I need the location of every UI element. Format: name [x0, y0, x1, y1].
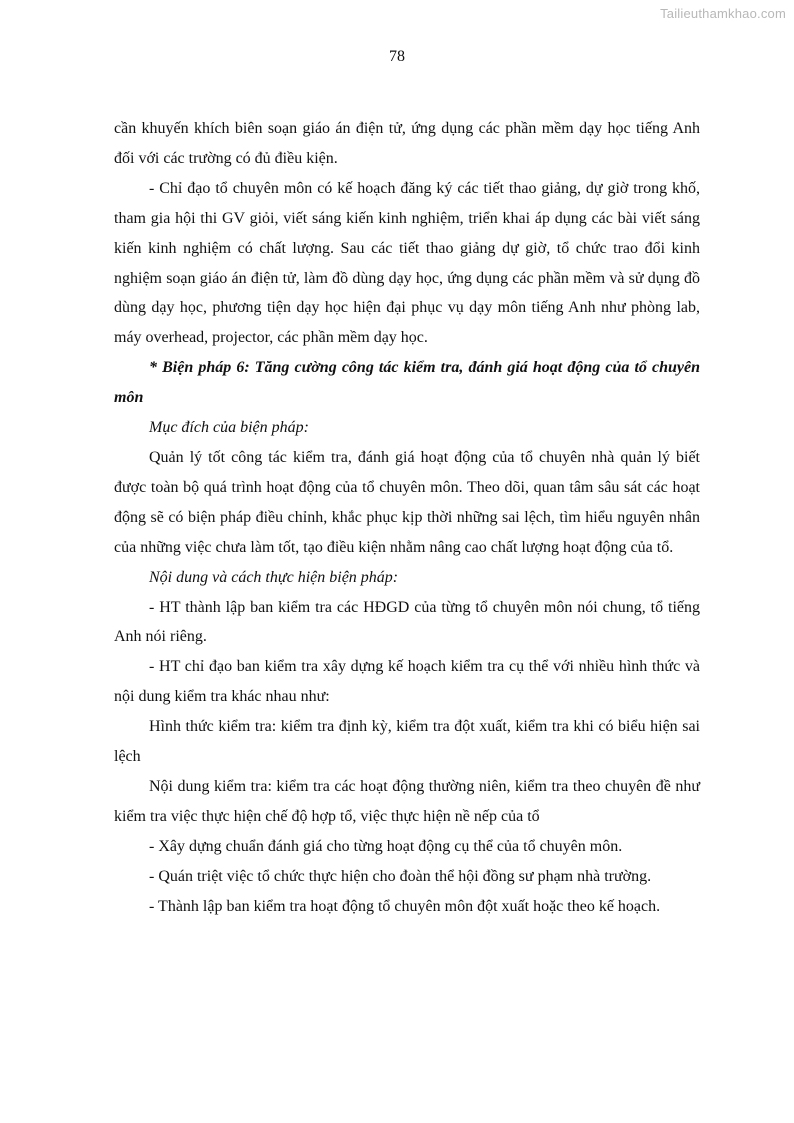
paragraph-bullet-xay-dung: - Xây dựng chuẩn đánh giá cho từng hoạt động cụ thể của tổ chuyên môn. — [149, 837, 623, 855]
watermark-text: Tailieuthamkhao.com — [660, 6, 786, 21]
paragraph-continuation: cần khuyến khích biên soạn giáo án điện tử, ứng dụng các phần mềm dạy học tiếng Anh đối với các trường có đủ điều kiện. — [114, 120, 700, 167]
paragraph-hinh-thuc: Hình thức kiểm tra: kiểm tra định kỳ, kiểm tra đột xuất, kiểm tra khi có biểu hiện sai lệch — [114, 718, 700, 766]
paragraph-bullet-thanh-lap: - Thành lập ban kiểm tra hoạt động tổ chuyên môn đột xuất hoặc theo kế hoạch. — [149, 897, 661, 915]
section-heading-bien-phap-6: * Biện pháp 6: Tăng cường công tác kiểm tra, đánh giá hoạt động của tổ chuyên môn — [114, 359, 700, 407]
subheading-muc-dich: Mục đích của biện pháp: — [149, 419, 309, 437]
paragraph-noi-dung-kiem-tra: Nội dung kiểm tra: kiểm tra các hoạt động thường niên, kiểm tra theo chuyên đề như kiểm tra việc thực hiện chế độ hợp tổ, việc thực hiện nề nếp của tổ — [114, 777, 700, 825]
subheading-noi-dung: Nội dung và cách thực hiện biện pháp: — [149, 568, 399, 586]
paragraph-bullet-ht-chi-dao: - HT chỉ đạo ban kiểm tra xây dựng kế hoạch kiểm tra cụ thể với nhiều hình thức và nội dung kiểm tra khác nhau như: — [114, 658, 700, 706]
page-number: 78 — [389, 48, 405, 65]
paragraph-bullet-chi-dao: - Chỉ đạo tổ chuyên môn có kế hoạch đăng ký các tiết thao giảng, dự giờ trong khố, tham gia hội thi GV giỏi, viết sáng kiến kinh nghiệm, triển khai áp dụng các bài viết sáng kiến kinh nghiệm có chất lượng. Sau các tiết thao giảng dự giờ, tổ chức trao đổi kinh nghiệm soạn giáo án điện tử, làm đồ dùng dạy học, ứng dụng các phần mềm và sử dụng đồ dùng dạy học, phương tiện dạy học hiện đại phục vụ dạy môn tiếng Anh như phòng lab, máy overhead, projector, các phần mềm dạy học. — [114, 179, 700, 347]
paragraph-bullet-ht-thanh-lap: - HT thành lập ban kiểm tra các HĐGD của từng tổ chuyên môn nói chung, tổ tiếng Anh nói riêng. — [114, 598, 700, 646]
paragraph-quan-ly: Quản lý tốt công tác kiểm tra, đánh giá hoạt động của tổ chuyên nhà quản lý biết được toàn bộ quá trình hoạt động của tổ chuyên môn. Theo dõi, quan tâm sâu sát các hoạt động sẽ có biện pháp điều chỉnh, khắc phục kịp thời những sai lệch, tìm hiểu nguyên nhân của những việc chưa làm tốt, tạo điều kiện nhằm nâng cao chất lượng hoạt động của tổ. — [114, 448, 700, 556]
paragraph-bullet-quan-triet: - Quán triệt việc tổ chức thực hiện cho đoàn thể hội đồng sư phạm nhà trường. — [149, 867, 652, 885]
document-body — [114, 114, 700, 921]
